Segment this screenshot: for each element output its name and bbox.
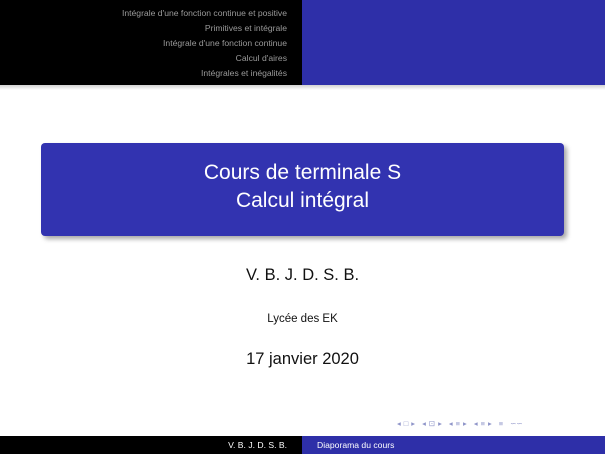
footer-author: V. B. J. D. S. B. (228, 440, 287, 450)
section-icon[interactable]: ≡ (455, 419, 461, 428)
footer-title-panel (302, 436, 605, 454)
section-link-calcul-aires[interactable]: Calcul d'aires (235, 53, 287, 63)
section-link-primitives[interactable]: Primitives et intégrale (204, 23, 287, 33)
subsection-icon[interactable]: ⊡ (428, 419, 436, 428)
presentation-title: Cours de terminale S (203, 161, 402, 184)
align-icon[interactable]: ≡ (498, 419, 504, 428)
zoom-search-icon[interactable]: ∽∽ (510, 419, 523, 428)
footer-author-panel (0, 436, 302, 454)
date: 17 janvier 2020 (246, 350, 359, 368)
title-block (41, 143, 564, 236)
section-link-integrales-inegalites[interactable]: Intégrales et inégalités (201, 68, 287, 78)
document-icon[interactable]: ≡ (480, 419, 485, 428)
header-right-panel (302, 0, 605, 85)
header-shadow (0, 85, 605, 90)
institute: Lycée des EK (267, 313, 338, 325)
document-prev-icon[interactable]: ◂ (473, 419, 478, 428)
slide-header (0, 0, 605, 85)
frame-prev-icon[interactable]: ◂ (397, 419, 401, 428)
author: V. B. J. D. S. B. (245, 266, 360, 284)
section-prev-icon[interactable]: ◂ (448, 419, 453, 428)
navigation-symbols (397, 418, 523, 430)
presentation-subtitle: Calcul intégral (235, 189, 370, 212)
frame-icon[interactable]: □ (403, 419, 409, 428)
section-link-integrale-positive[interactable]: Intégrale d'une fonction continue et positive (121, 8, 287, 18)
footer-short-title: Diaporama du cours (317, 440, 395, 450)
section-navigation (122, 6, 287, 81)
subsection-next-icon[interactable]: ▸ (438, 419, 442, 428)
section-link-integrale-continue[interactable]: Intégrale d'une fonction continue (163, 38, 287, 48)
slide-footer (0, 436, 605, 454)
section-next-icon[interactable]: ▸ (463, 419, 467, 428)
header-left-panel (0, 0, 302, 85)
frame-next-icon[interactable]: ▸ (411, 419, 416, 428)
document-next-icon[interactable]: ▸ (487, 419, 492, 428)
subsection-prev-icon[interactable]: ◂ (422, 419, 426, 428)
